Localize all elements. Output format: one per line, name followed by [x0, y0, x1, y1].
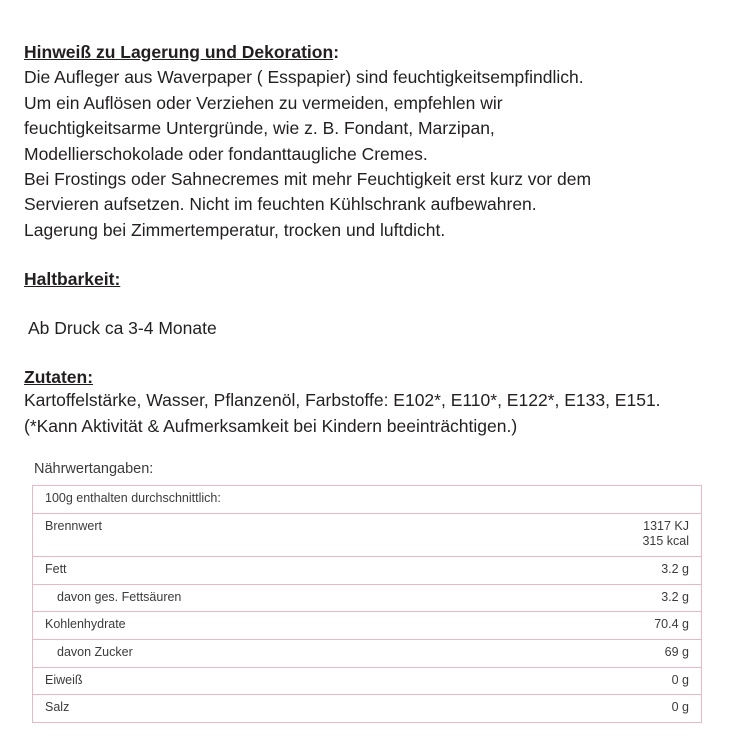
spacer-3 — [24, 341, 711, 367]
storage-line-7: Lagerung bei Zimmertemperatur, trocken und luftdicht. — [24, 219, 446, 240]
storage-line-4: Modellierschokolade oder fondanttaugliche Cremes. — [24, 143, 428, 164]
nutrition-table — [32, 485, 702, 723]
storage-heading — [24, 40, 711, 65]
table-row — [33, 667, 702, 695]
nutrition-value: 70.4 g — [367, 612, 702, 640]
table-row-header — [33, 486, 702, 514]
ingredients-line-1: Kartoffelstärke, Wasser, Pflanzenöl, Farbstoffe: E102*, E110*, E122*, E133, E151. — [24, 390, 661, 411]
storage-line-3: feuchtigkeitsarme Untergründe, wie z. B. Fondant, Marzipan, — [24, 118, 495, 139]
nutrition-value: 69 g — [367, 639, 702, 667]
ingredients-line-2: (*Kann Aktivität & Aufmerksamkeit bei Kindern beeinträchtigen.) — [24, 415, 518, 436]
storage-heading-text: Hinweiß zu Lagerung und Dekoration — [24, 42, 334, 62]
table-row — [33, 584, 702, 612]
spacer-1 — [24, 243, 711, 269]
storage-heading-colon: : — [333, 42, 340, 62]
table-row — [33, 513, 702, 556]
nutrition-label: Eiweiß — [33, 667, 368, 695]
nutrition-value-secondary: 315 kcal — [642, 534, 689, 549]
table-row — [33, 695, 702, 723]
nutrition-value: 3.2 g — [367, 557, 702, 585]
nutrition-table-header: 100g enthalten durchschnittlich: — [33, 486, 702, 514]
storage-line-6: Servieren aufsetzen. Nicht im feuchten Kühlschrank aufbewahren. — [24, 194, 537, 215]
table-row — [33, 639, 702, 667]
nutrition-label: Salz — [33, 695, 368, 723]
shelf-life-text: Ab Druck ca 3-4 Monate — [28, 318, 217, 338]
nutrition-value: 3.2 g — [367, 584, 702, 612]
nutrition-value: 0 g — [367, 667, 702, 695]
nutrition-value — [367, 513, 702, 556]
nutrition-label: davon Zucker — [33, 639, 368, 667]
nutrition-section — [24, 461, 711, 723]
table-row — [33, 612, 702, 640]
storage-line-1: Die Aufleger aus Waverpaper ( Esspapier) sind feuchtigkeitsempfindlich. — [24, 67, 584, 88]
nutrition-label: Brennwert — [33, 513, 368, 556]
nutrition-label: davon ges. Fettsäuren — [33, 584, 368, 612]
table-row — [33, 557, 702, 585]
spacer-2 — [24, 290, 711, 316]
nutrition-title: Nährwertangaben: — [34, 461, 154, 478]
shelf-life-heading: Haltbarkeit: — [24, 269, 121, 289]
storage-line-2: Um ein Auflösen oder Verziehen zu vermeiden, empfehlen wir — [24, 92, 503, 113]
storage-line-5: Bei Frostings oder Sahnecremes mit mehr Feuchtigkeit erst kurz vor dem — [24, 168, 592, 189]
nutrition-label: Fett — [33, 557, 368, 585]
nutrition-label: Kohlenhydrate — [33, 612, 368, 640]
nutrition-value-primary: 1317 KJ — [643, 518, 689, 533]
ingredients-heading: Zutaten: — [24, 367, 94, 388]
nutrition-value: 0 g — [367, 695, 702, 723]
